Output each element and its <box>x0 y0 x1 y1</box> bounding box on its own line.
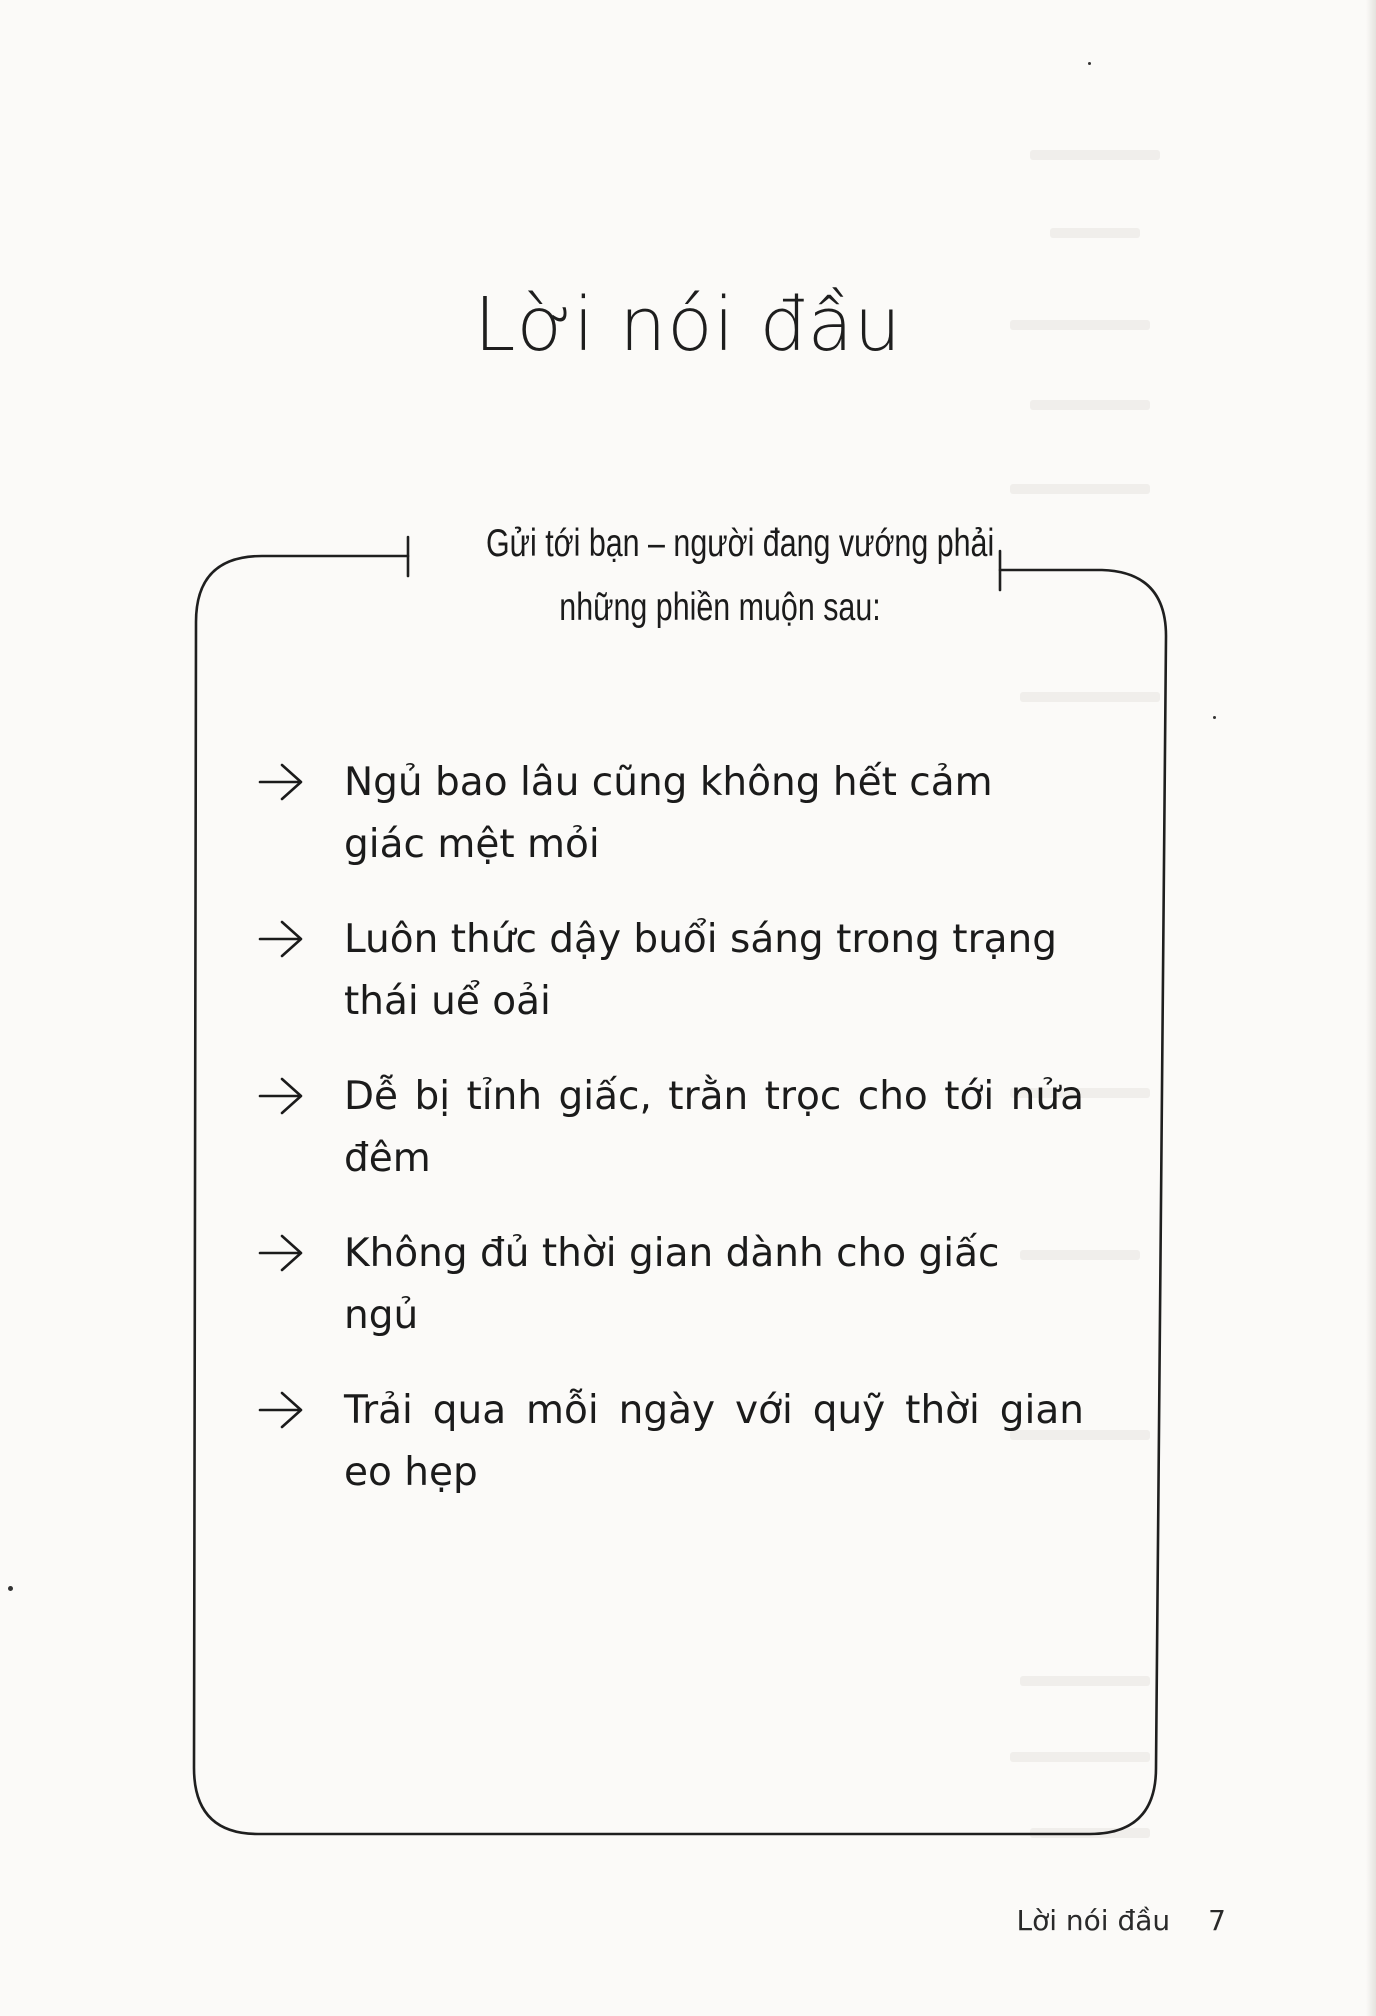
page-number: 7 <box>1208 1904 1226 1937</box>
box-heading <box>486 512 995 640</box>
list-item-text: Dễ bị tỉnh giấc, trằn trọc cho tới nửa đêm <box>344 1074 1084 1181</box>
page-footer <box>1017 1904 1226 1937</box>
symptom-list <box>258 752 1098 1537</box>
list-item <box>258 1223 1098 1347</box>
scan-speck <box>8 1586 13 1591</box>
box-heading-line-2: những phiền muộn sau: <box>559 586 881 629</box>
arrow-right-icon <box>258 762 304 802</box>
running-title: Lời nói đầu <box>1016 1904 1171 1937</box>
arrow-right-icon <box>258 1076 304 1116</box>
box-heading-line-1: Gửi tới bạn – người đang vướng phải <box>486 522 995 565</box>
scan-speck <box>1213 716 1216 719</box>
list-item-text: Trải qua mỗi ngày với quỹ thời gian eo hẹp <box>344 1388 1084 1495</box>
arrow-right-icon <box>258 1233 304 1273</box>
arrow-right-icon <box>258 1390 304 1430</box>
list-item-text: Ngủ bao lâu cũng không hết cảm giác mệt mỏi <box>344 760 993 867</box>
arrow-right-icon <box>258 919 304 959</box>
list-item <box>258 909 1098 1033</box>
list-item <box>258 1380 1098 1504</box>
list-item-text: Không đủ thời gian dành cho giấc ngủ <box>344 1231 1000 1338</box>
list-item <box>258 1066 1098 1190</box>
list-item <box>258 752 1098 876</box>
list-item-text: Luôn thức dậy buổi sáng trong trạng thái uể oải <box>344 917 1057 1024</box>
page-title: Lời nói đầu <box>474 282 902 368</box>
scan-speck <box>1088 62 1091 65</box>
